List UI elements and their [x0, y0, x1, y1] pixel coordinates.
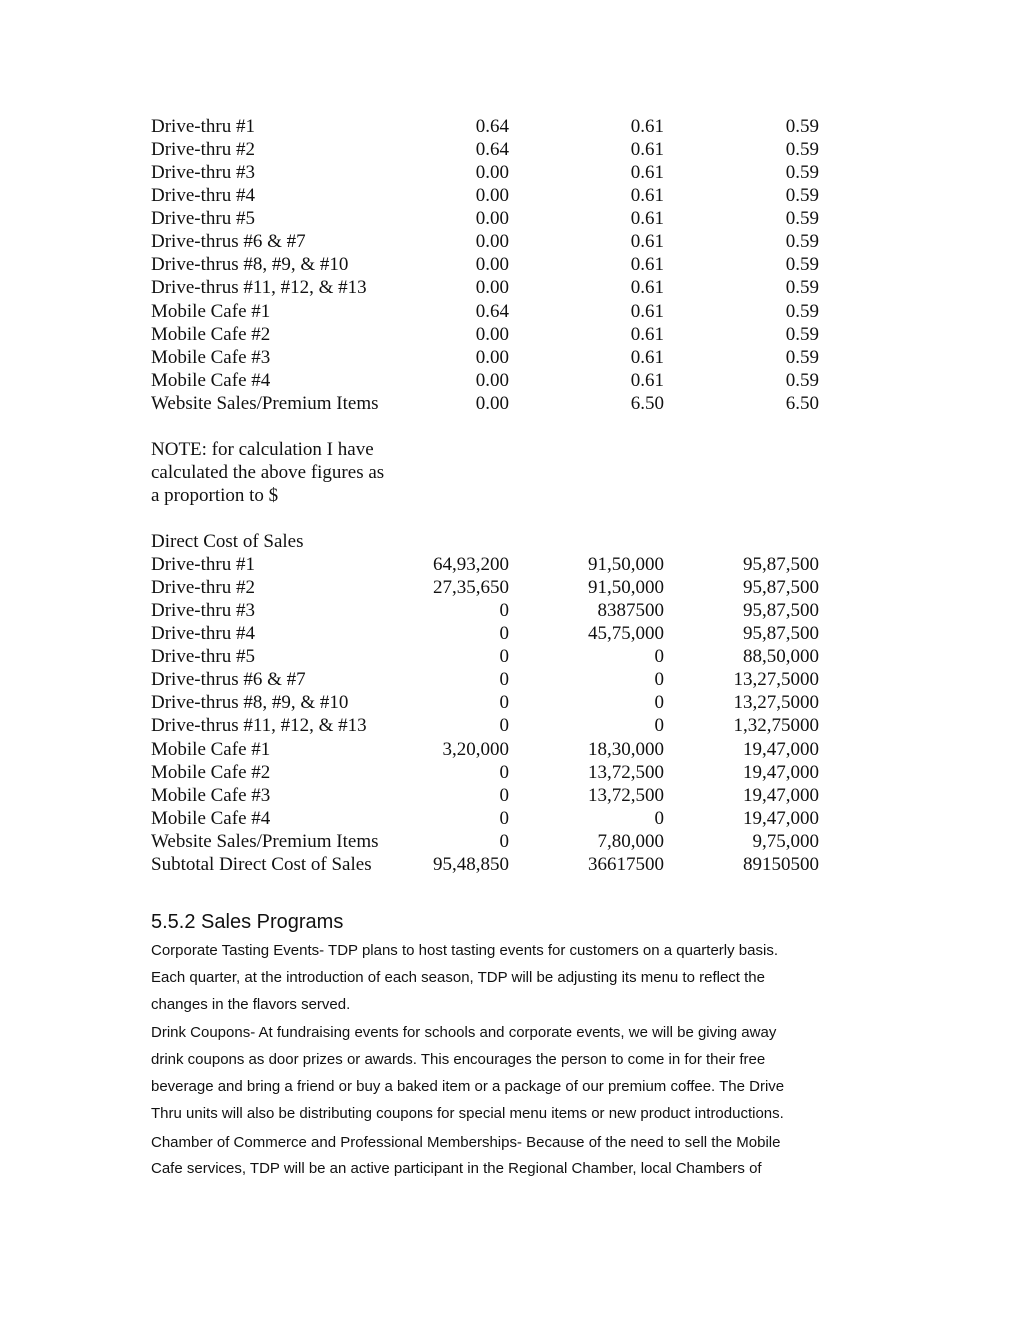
year-1-value: 0.00: [475, 254, 509, 276]
year-3-value: 0.59: [785, 231, 819, 253]
year-2-value: 0: [654, 646, 664, 668]
table-row: [151, 346, 831, 369]
rates-table: [151, 115, 831, 415]
table-row: [151, 599, 831, 622]
year-2-value: 0.61: [630, 185, 664, 207]
row-label: Drive-thrus #11, #12, & #13: [151, 715, 367, 737]
row-label: Drive-thru #2: [151, 577, 255, 599]
row-label: Drive-thru #5: [151, 646, 255, 668]
year-3-value: 13,27,5000: [733, 692, 819, 714]
year-3-value: 19,47,000: [743, 738, 819, 760]
table-row: [151, 369, 831, 392]
table-row: [151, 807, 831, 830]
year-3-value: 0.59: [785, 254, 819, 276]
year-1-value: 0.00: [475, 231, 509, 253]
year-2-value: 0: [654, 715, 664, 737]
row-label: Drive-thru #1: [151, 554, 255, 575]
row-label: Drive-thrus #6 & #7: [151, 231, 306, 253]
paragraph: [151, 938, 871, 1018]
paragraph-line: Drink Coupons- At fundraising events for schools and corporate events, we will be giving away: [151, 1024, 777, 1042]
year-3-value: 0.59: [785, 208, 819, 230]
year-2-value: 91,50,000: [588, 577, 664, 599]
year-3-value: 6.50: [785, 392, 819, 414]
year-2-value: 0.61: [630, 254, 664, 276]
year-2-value: 0.61: [630, 116, 664, 137]
year-3-value: 0.59: [785, 300, 819, 322]
table-row: [151, 207, 831, 230]
year-1-value: 0: [499, 669, 509, 691]
year-1-value: 0.00: [475, 369, 509, 391]
year-2-value: 0: [654, 807, 664, 829]
row-label: Drive-thru #5: [151, 208, 255, 230]
year-1-value: 0: [499, 784, 509, 806]
year-2-value: 13,72,500: [588, 761, 664, 783]
year-2-value: 0.61: [630, 208, 664, 230]
table-row: [151, 323, 831, 346]
table-row: [151, 691, 831, 714]
year-2-value: 18,30,000: [588, 738, 664, 760]
row-label: Drive-thrus #6 & #7: [151, 669, 306, 691]
row-label: Drive-thru #4: [151, 623, 255, 645]
direct-cost-table: [151, 553, 831, 876]
year-3-value: 95,87,500: [743, 554, 819, 575]
year-1-value: 27,35,650: [433, 577, 509, 599]
year-3-value: 0.59: [785, 139, 819, 161]
year-1-value: 95,48,850: [433, 853, 509, 875]
row-label: Drive-thru #3: [151, 600, 255, 622]
year-3-value: 95,87,500: [743, 600, 819, 622]
year-3-value: 95,87,500: [743, 623, 819, 645]
year-3-value: 0.59: [785, 162, 819, 184]
row-label: Mobile Cafe #1: [151, 738, 271, 760]
table-row: [151, 276, 831, 299]
year-1-value: 0: [499, 692, 509, 714]
year-3-value: 13,27,5000: [733, 669, 819, 691]
note-line: a proportion to $: [151, 485, 279, 507]
paragraph-line: Cafe services, TDP will be an active participant in the Regional Chamber, local Chambers of: [151, 1160, 762, 1178]
row-label: Mobile Cafe #4: [151, 807, 271, 829]
year-3-value: 0.59: [785, 116, 819, 137]
year-2-value: 0.61: [630, 231, 664, 253]
year-2-value: 0.61: [630, 162, 664, 184]
year-1-value: 3,20,000: [442, 738, 509, 760]
year-1-value: 0.00: [475, 323, 509, 345]
table-row: [151, 576, 831, 599]
year-2-value: 91,50,000: [588, 554, 664, 575]
paragraph: [151, 1020, 871, 1127]
section-heading: 5.5.2 Sales Programs: [151, 911, 344, 933]
paragraph-line: beverage and bring a friend or buy a baked item or a package of our premium coffee. The Drive: [151, 1077, 785, 1095]
year-2-value: 6.50: [630, 392, 664, 414]
paragraph-line: Chamber of Commerce and Professional Memberships- Because of the need to sell the Mobile: [151, 1133, 781, 1151]
table-row: [151, 853, 831, 876]
year-2-value: 13,72,500: [588, 784, 664, 806]
paragraph-line: Thru units will also be distributing coupons for special menu items or new product introductions.: [151, 1104, 784, 1122]
year-2-value: 36617500: [588, 853, 664, 875]
table-row: [151, 300, 831, 323]
direct-cost-title: Direct Cost of Sales: [151, 531, 304, 552]
table-row: [151, 253, 831, 276]
year-3-value: 0.59: [785, 185, 819, 207]
row-label: Website Sales/Premium Items: [151, 830, 379, 852]
year-2-value: 0.61: [630, 139, 664, 161]
year-3-value: 1,32,75000: [733, 715, 819, 737]
year-1-value: 0.00: [475, 185, 509, 207]
row-label: Mobile Cafe #1: [151, 300, 271, 322]
year-3-value: 89150500: [743, 853, 819, 875]
year-2-value: 0.61: [630, 323, 664, 345]
year-3-value: 0.59: [785, 346, 819, 368]
year-3-value: 0.59: [785, 277, 819, 299]
table-row: [151, 622, 831, 645]
year-1-value: 0.00: [475, 208, 509, 230]
year-3-value: 88,50,000: [743, 646, 819, 668]
year-2-value: 8387500: [597, 600, 664, 622]
row-label: Subtotal Direct Cost of Sales: [151, 853, 372, 875]
row-label: Mobile Cafe #3: [151, 346, 271, 368]
year-2-value: 45,75,000: [588, 623, 664, 645]
table-row: [151, 392, 831, 415]
row-label: Mobile Cafe #2: [151, 761, 271, 783]
year-3-value: 9,75,000: [752, 830, 819, 852]
section-body: [151, 938, 871, 1185]
paragraph-line: Each quarter, at the introduction of each season, TDP will be adjusting its menu to reflect the: [151, 968, 765, 986]
year-1-value: 0.00: [475, 277, 509, 299]
year-1-value: 64,93,200: [433, 554, 509, 575]
table-row: [151, 115, 831, 138]
row-label: Drive-thrus #8, #9, & #10: [151, 254, 349, 276]
table-row: [151, 645, 831, 668]
table-row: [151, 668, 831, 691]
year-1-value: 0: [499, 830, 509, 852]
year-1-value: 0: [499, 600, 509, 622]
paragraph: [151, 1130, 871, 1184]
table-row: [151, 761, 831, 784]
year-3-value: 0.59: [785, 369, 819, 391]
year-2-value: 0.61: [630, 277, 664, 299]
table-row: [151, 138, 831, 161]
year-1-value: 0: [499, 807, 509, 829]
table-row: [151, 161, 831, 184]
table-row: [151, 738, 831, 761]
year-3-value: 95,87,500: [743, 577, 819, 599]
table-row: [151, 784, 831, 807]
row-label: Mobile Cafe #2: [151, 323, 271, 345]
year-1-value: 0: [499, 623, 509, 645]
row-label: Drive-thru #3: [151, 162, 255, 184]
row-label: Mobile Cafe #4: [151, 369, 271, 391]
year-1-value: 0: [499, 761, 509, 783]
row-label: Drive-thru #2: [151, 139, 255, 161]
year-1-value: 0.00: [475, 162, 509, 184]
table-row: [151, 714, 831, 737]
year-1-value: 0.00: [475, 346, 509, 368]
year-3-value: 0.59: [785, 323, 819, 345]
table-row: [151, 184, 831, 207]
year-2-value: 0.61: [630, 369, 664, 391]
table-row: [151, 230, 831, 253]
table-row: [151, 553, 831, 576]
year-1-value: 0.64: [475, 300, 509, 322]
year-3-value: 19,47,000: [743, 761, 819, 783]
note-line: calculated the above figures as: [151, 462, 385, 484]
row-label: Drive-thrus #8, #9, & #10: [151, 692, 349, 714]
paragraph-line: changes in the flavors served.: [151, 995, 351, 1013]
year-1-value: 0.64: [475, 139, 509, 161]
year-3-value: 19,47,000: [743, 807, 819, 829]
table-row: [151, 830, 831, 853]
year-1-value: 0.00: [475, 392, 509, 414]
year-1-value: 0.64: [475, 116, 509, 137]
year-2-value: 0.61: [630, 300, 664, 322]
row-label: Drive-thru #1: [151, 116, 255, 137]
calculation-note: [151, 438, 421, 507]
year-1-value: 0: [499, 715, 509, 737]
row-label: Website Sales/Premium Items: [151, 392, 379, 414]
year-2-value: 0: [654, 669, 664, 691]
year-2-value: 0: [654, 692, 664, 714]
year-1-value: 0: [499, 646, 509, 668]
note-line: NOTE: for calculation I have: [151, 439, 374, 460]
row-label: Mobile Cafe #3: [151, 784, 271, 806]
row-label: Drive-thrus #11, #12, & #13: [151, 277, 367, 299]
paragraph-line: Corporate Tasting Events- TDP plans to host tasting events for customers on a quarterly basis.: [151, 942, 778, 959]
year-2-value: 0.61: [630, 346, 664, 368]
paragraph-line: drink coupons as door prizes or awards. This encourages the person to come in for their free: [151, 1051, 766, 1069]
year-3-value: 19,47,000: [743, 784, 819, 806]
year-2-value: 7,80,000: [597, 830, 664, 852]
row-label: Drive-thru #4: [151, 185, 255, 207]
